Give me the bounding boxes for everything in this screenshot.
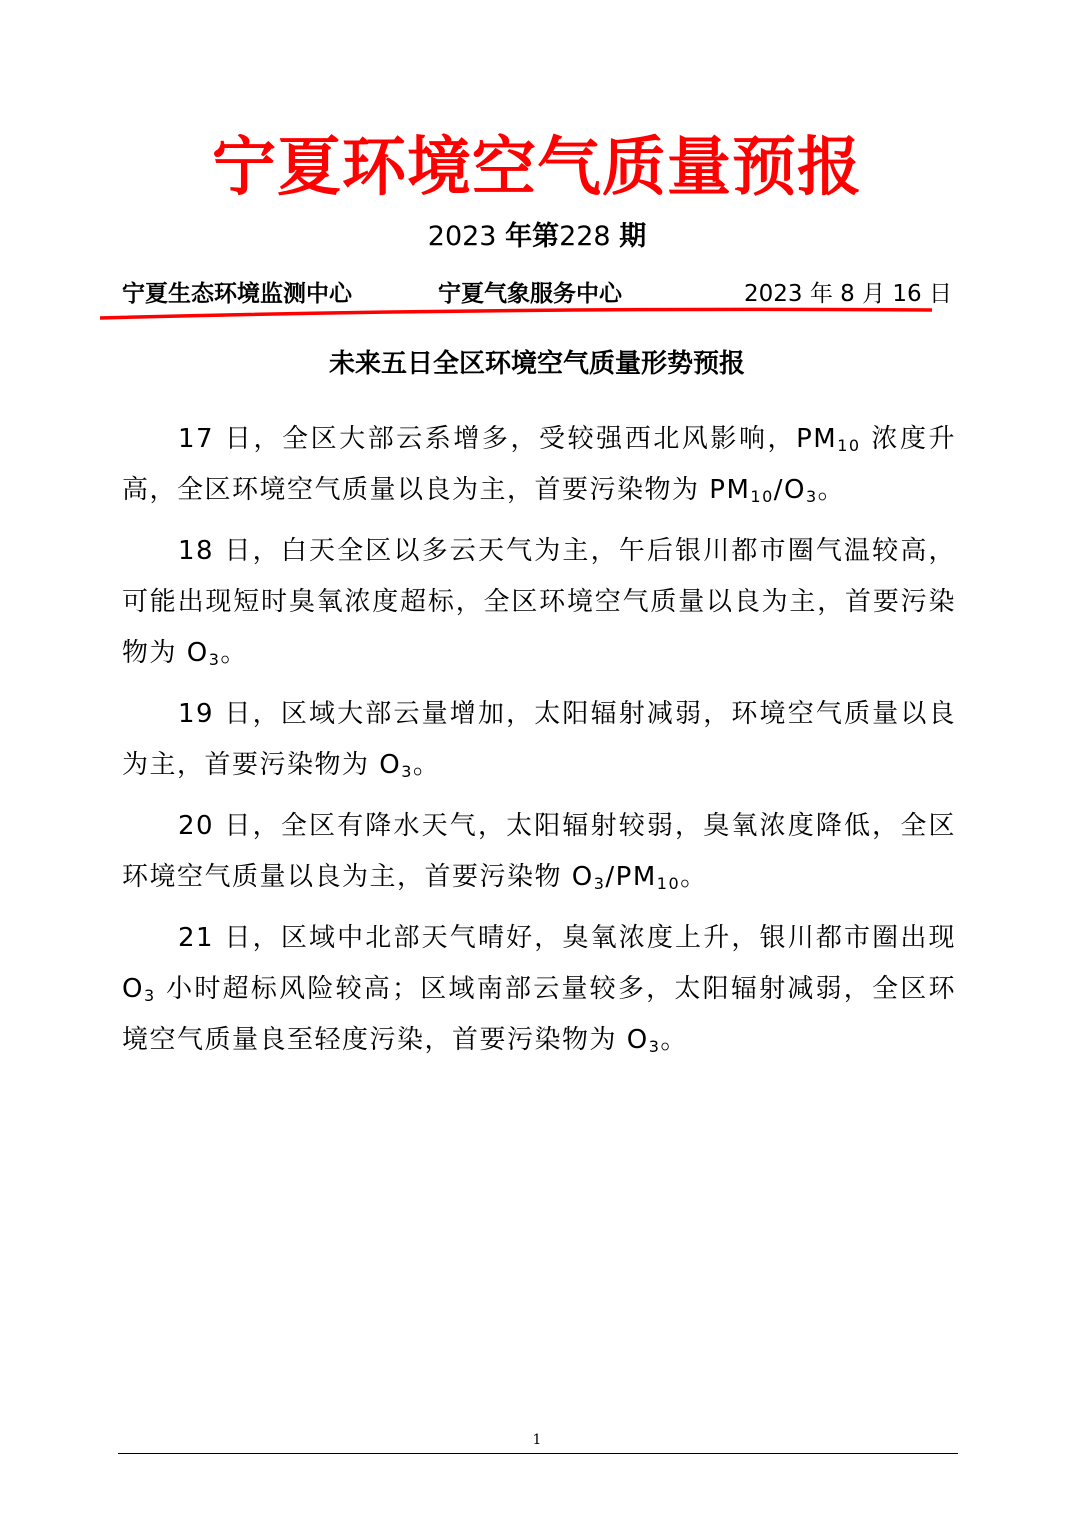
forecast-day-17: 17 日，全区大部云系增多，受较强西北风影响，$PM_{10}$ 浓度升高，全区环境空气质量以良为主，首要污染物为 $PM_{10}/O_3$。 xyxy=(122,424,957,506)
issue-year: 2023 xyxy=(427,221,497,252)
agency-ecology: 宁夏生态环境监测中心 xyxy=(122,281,352,307)
issue-number xyxy=(0,218,1074,256)
publish-date: 2023 年 8 月 16 日 xyxy=(744,281,952,307)
section-title: 未来五日全区环境空气质量形势预报 xyxy=(328,349,745,379)
forecast-day-19: 19 日，区域大部云量增加，太阳辐射减弱，环境空气质量以良为主，首要污染物为 $O_3$。 xyxy=(122,699,956,781)
forecast-day-20: 20 日，全区有降水天气，太阳辐射较弱，臭氧浓度降低，全区环境空气质量以良为主，首要污染物 $O_3/PM_{10}$。 xyxy=(122,811,956,893)
document-masthead-title: 宁夏环境空气质量预报 xyxy=(212,130,862,205)
forecast-day-18: 18 日，白天全区以多云天气为主，午后银川都市圈气温较高，可能出现短时臭氧浓度超标，全区环境空气质量以良为主，首要污染物为 $O_3$。 xyxy=(122,536,956,669)
issue-count: 228 xyxy=(559,221,611,252)
issue-suffix: 期 xyxy=(619,221,647,252)
forecast-body xyxy=(122,414,956,1076)
agency-weather: 宁夏气象服务中心 xyxy=(438,281,622,307)
forecast-day-21: 21 日，区域中北部天气晴好，臭氧浓度上升，银川都市圈出现 $O_3$ 小时超标风险较高；区域南部云量较多，太阳辐射减弱，全区环境空气质量良至轻度污染，首要污染物为 $O_3$。 xyxy=(122,923,956,1056)
red-divider xyxy=(100,306,932,322)
issue-text: 年第 xyxy=(505,221,560,252)
page-number: 1 xyxy=(532,1432,542,1448)
footer-divider xyxy=(118,1453,958,1454)
